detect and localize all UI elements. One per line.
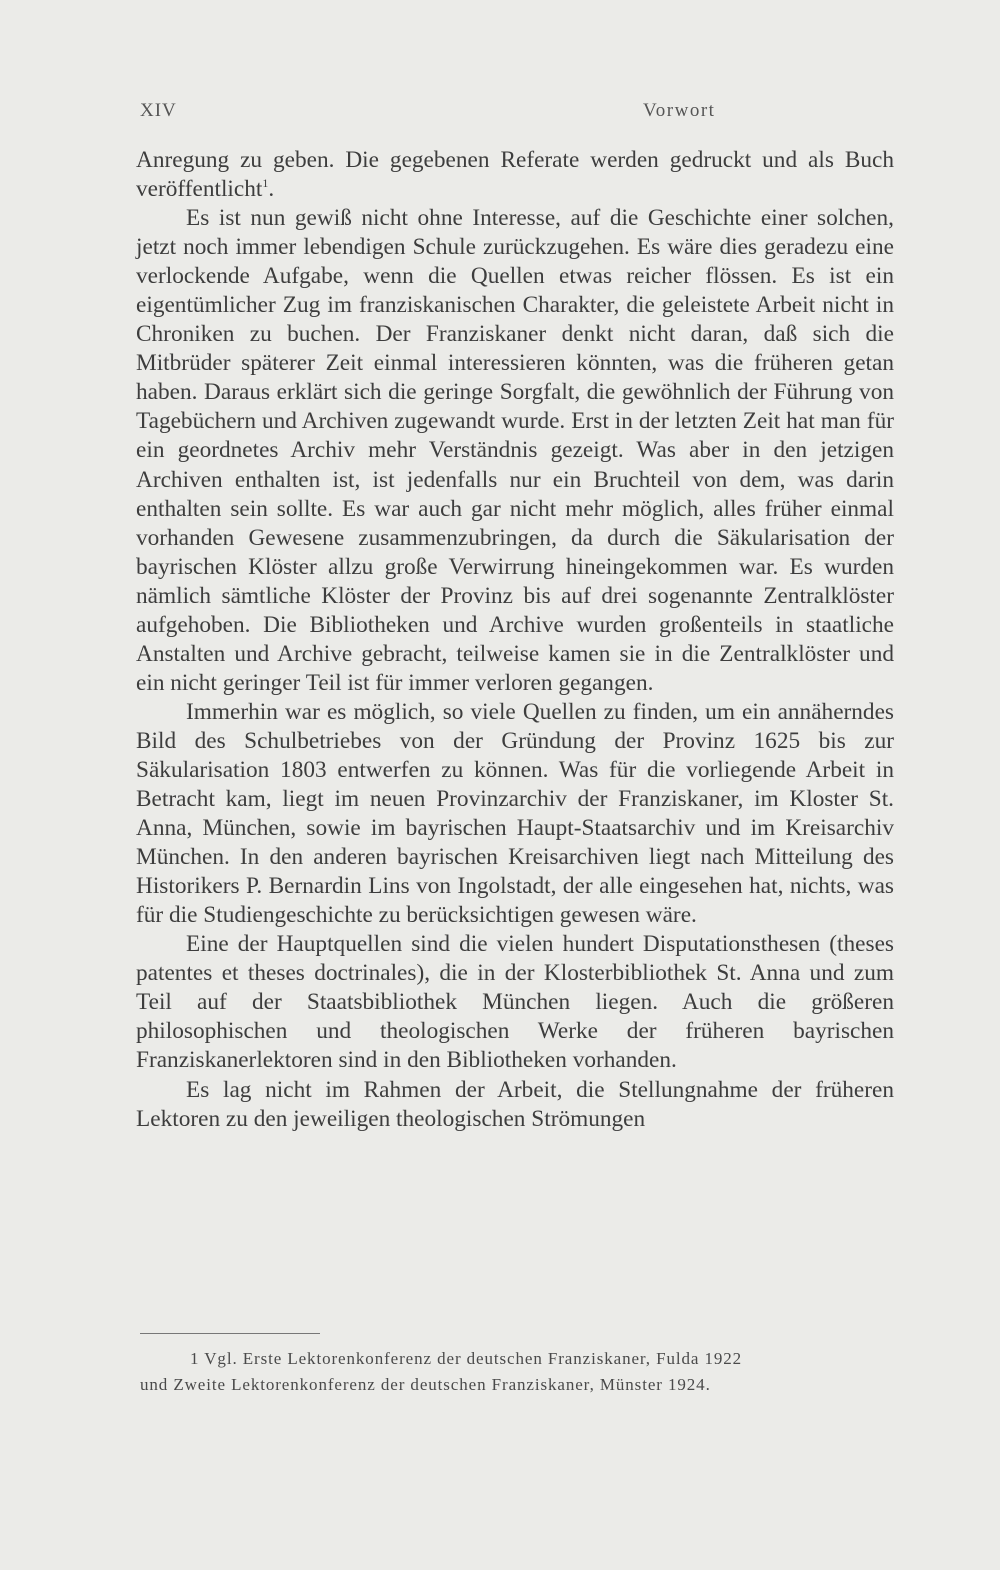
body-text (136, 146, 894, 1134)
paragraph-4: Eine der Hauptquellen sind die vielen hundert Disputationsthesen (theses patentes et theses doctrinales), die in der Klosterbibliothek St. Anna und zum Teil auf der Staatsbibliothek München liegen. Auch die größeren philosophischen und theologischen Werke der früheren bayrischen Franziskanerlektoren sind in den Bibliotheken vorhanden. (136, 931, 894, 1074)
footnote-line-1 (140, 1346, 880, 1372)
footnote (140, 1346, 880, 1398)
paragraph-1 (136, 146, 894, 204)
page-header (140, 100, 895, 130)
paragraph-5: Es lag nicht im Rahmen der Arbeit, die Stellungnahme der früheren Lektoren zu den jeweiligen theologischen Strömungen (136, 1076, 894, 1132)
page-number: XIV (140, 100, 177, 121)
paragraph-2: Es ist nun gewiß nicht ohne Interesse, auf die Geschichte einer solchen, jetzt noch immer lebendigen Schule zurückzugehen. Es wäre dies geradezu eine verlockende Aufgabe, wenn die Quellen etwas reicher flössen. Es ist ein eigentümlicher Zug im franziskanischen Charakter, die geleistete Arbeit nicht in Chroniken zu buchen. Der Franziskaner denkt nicht daran, daß sich die Mitbrüder späterer Zeit einmal interessieren könnten, was die früheren getan haben. Daraus erklärt sich die geringe Sorgfalt, die gewöhnlich der Führung von Tagebüchern und Archiven zugewandt wurde. Erst in der letzten Zeit hat man für ein geordnetes Archiv mehr Verständnis gezeigt. Was aber in den jetzigen Archiven enthalten ist, ist jedenfalls nur ein Bruchteil von dem, was darin enthalten sein sollte. Es war auch gar nicht mehr möglich, alles früher einmal vorhanden Gewesene zusammenzubringen, da durch die Säkularisation der bayrischen Klöster allzu große Verwirrung hineingekommen war. Es wurden nämlich sämtliche Klöster der Provinz bis auf drei sogenannte Zentralklöster aufgehoben. Die Bibliotheken und Archive wurden großenteils in staatliche Anstalten und Archive gebracht, teilweise kamen sie in die Zentralklöster und ein nicht geringer Teil ist für immer verloren gegangen. (136, 205, 894, 696)
running-title: Vorwort (643, 100, 716, 121)
footnote-reference[interactable]: 1 (262, 176, 269, 191)
paragraph-1-text: Anregung zu geben. Die gegebenen Referate werden gedruckt und als Buch veröffentlicht (136, 147, 894, 203)
footnote-separator (140, 1333, 320, 1334)
paragraph-1-end: . (268, 176, 275, 203)
footnote-mark: 1 (190, 1349, 200, 1368)
paragraph-3: Immerhin war es möglich, so viele Quellen zu finden, um ein annäherndes Bild des Schulbetriebes von der Gründung der Provinz 1625 bis zur Säkularisation 1803 entwerfen zu können. Was für die vorliegende Arbeit in Betracht kam, liegt im neuen Provinzarchiv der Franziskaner, im Kloster St. Anna, München, sowie im bayrischen Haupt-Staatsarchiv und im Kreisarchiv München. In den anderen bayrischen Kreisarchiven liegt nach Mitteilung des Historikers P. Bernardin Lins von Ingolstadt, der alle eingesehen hat, nichts, was für die Studiengeschichte zu berücksichtigen gewesen wäre. (136, 698, 894, 929)
footnote-line-2: und Zweite Lektorenkonferenz der deutschen Franziskaner, Münster 1924. (140, 1375, 711, 1394)
footnote-text-1: Vgl. Erste Lektorenkonferenz der deutschen Franziskaner, Fulda 1922 (204, 1349, 743, 1368)
